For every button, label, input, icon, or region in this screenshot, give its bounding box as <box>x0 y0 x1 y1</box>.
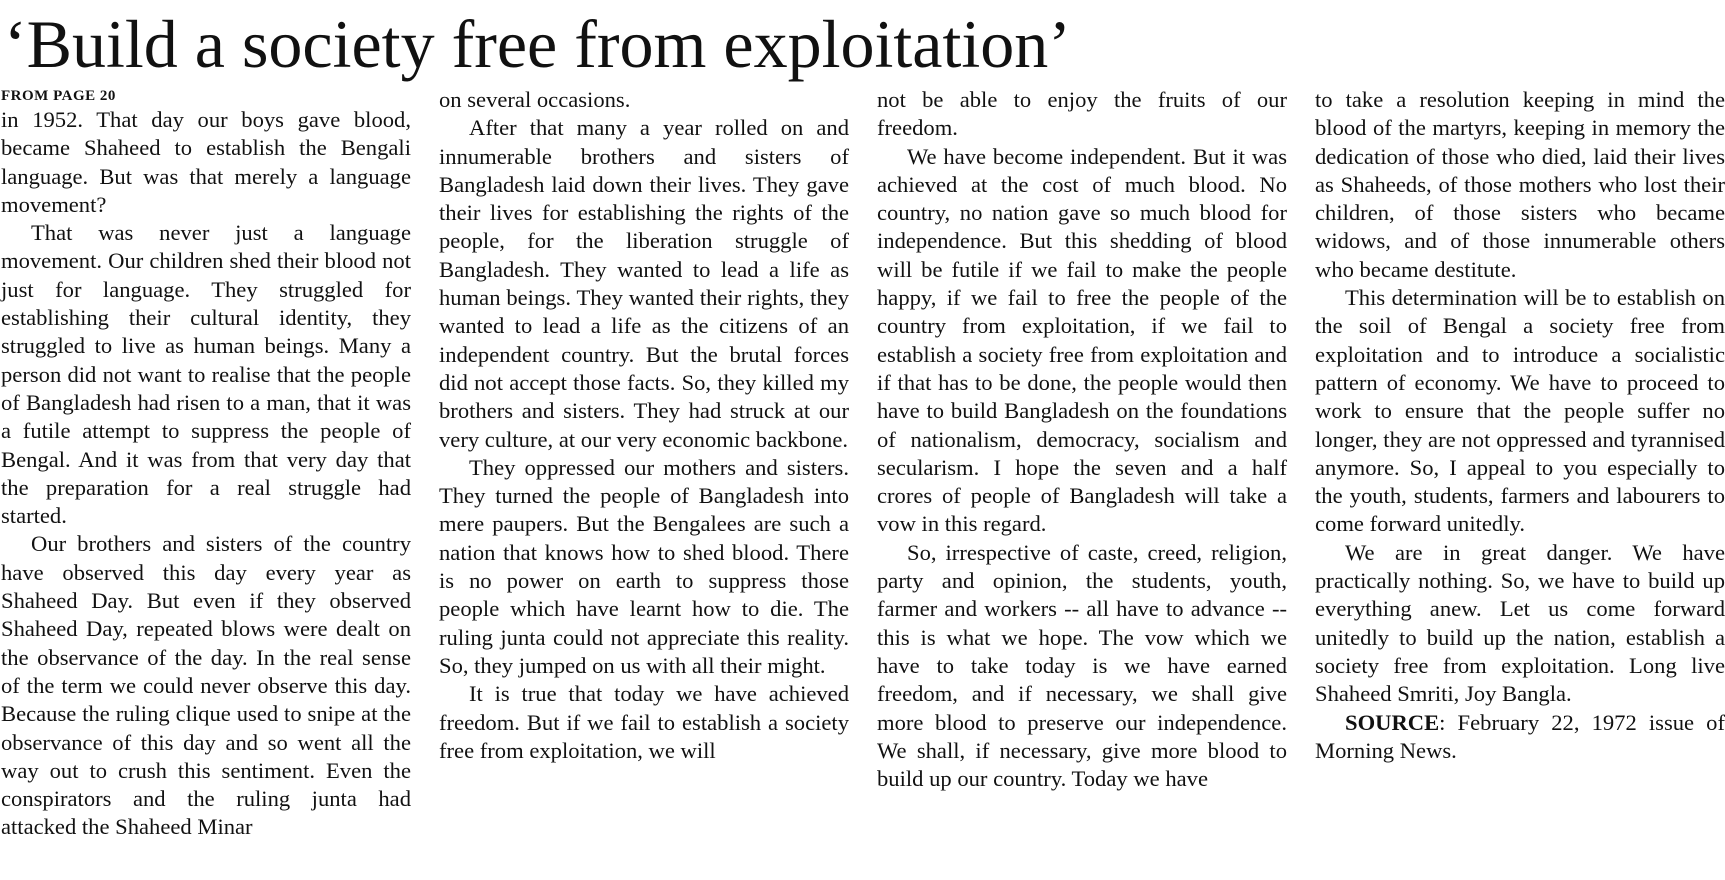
paragraph: After that many a year rolled on and innumerable brothers and sisters of Bangladesh laid down their lives. They gave their lives for establishing the rights of the people, for the liberation struggle of Bangladesh. They wanted to lead a life as human beings. They wanted their rights, they wanted to lead a life as the citizens of an independent country. But the brutal forces did not accept those facts. So, they killed my brothers and sisters. They had struck at our very culture, at our very economic backbone. <box>439 115 849 452</box>
paragraph: in 1952. That day our boys gave blood, became Shaheed to establish the Bengali language. But was that merely a language movement? <box>1 107 411 217</box>
paragraph: So, irrespective of caste, creed, religion, party and opinion, the students, youth, farmer and workers -- all have to advance -- this is what we hope. The vow which we have to take today is we have earned freedom, and if necessary, we shall give more blood to preserve our independence. We shall, if necessary, give more blood to build up our country. Today we have <box>877 539 1287 792</box>
source-label: SOURCE <box>1345 709 1440 735</box>
paragraph: This determination will be to establish on the soil of Bengal a society free from exploitation and to introduce a socialistic pattern of economy. We have to proceed to work to ensure that the people suffer no longer, they are not oppressed and tyrannised anymore. So, I appeal to you especially to the youth, students, farmers and labourers to come forward unitedly. <box>1315 285 1725 537</box>
paragraph: We have become independent. But it was achieved at the cost of much blood. No country, no nation gave so much blood for independence. But this shedding of blood will be futile if we fail to make the people happy, if we fail to free the people of the country from exploitation, if we fail to establish a society free from exploitation and if that has to be done, the people would then have to build Bangladesh on the foundations of nationalism, democracy, socialism and secularism. I hope the seven and a half crores of people of Bangladesh will take a vow in this regard. <box>877 143 1287 537</box>
jump-line: FROM PAGE 20 <box>1 88 116 104</box>
paragraph: on several occasions. <box>439 87 631 112</box>
paragraph: They oppressed our mothers and sisters. They turned the people of Bangladesh into mere paupers. But the Bengalees are such a nation that knows how to shed blood. There is no power on earth to suppress those people which have learnt how to die. The ruling junta could not appreciate this reality. So, they jumped on us with all their might. <box>439 454 849 678</box>
paragraph: That was never just a language movement. Our children shed their blood not just for language. They struggled for establishing their cultural identity, they struggled to live as human beings. Many a person did not want to realise that the people of Bangladesh had risen to a man, that it was a futile attempt to suppress the people of Bengal. And it was from that very day that the preparation for a real struggle had started. <box>1 220 411 529</box>
paragraph: not be able to enjoy the fruits of our freedom. <box>877 87 1287 141</box>
article-column-4 <box>1315 86 1725 765</box>
paragraph: to take a resolution keeping in mind the blood of the martyrs, keeping in memory the dedication of those who died, laid their lives as Shaheeds, of those mothers who lost their children, of those sisters who became widows, and of those innumerable others who became destitute. <box>1315 87 1725 282</box>
source-note <box>1315 709 1725 766</box>
paragraph: It is true that today we have achieved freedom. But if we fail to establish a society free from exploitation, we will <box>439 681 849 763</box>
article-column-3 <box>877 86 1287 793</box>
article-column-1 <box>1 86 411 842</box>
article-column-2 <box>439 86 849 765</box>
paragraph: Our brothers and sisters of the country have observed this day every year as Shaheed Day. But even if they observed Shaheed Day, repeated blows were dealt on the observance of the day. In the real sense of the term we could never observe this day. Because the ruling clique used to snipe at the observance of this day and so went all the way out to crush this sentiment. Even the conspirators and the ruling junta had attacked the Shaheed Minar <box>1 531 411 840</box>
article-headline: ‘Build a society free from exploitation’ <box>4 6 1071 82</box>
source-text: : February 22, 1972 issue of Morning News. <box>1315 709 1725 763</box>
paragraph: We are in great danger. We have practically nothing. So, we have to build up everything anew. Let us come forward unitedly to build up the nation, establish a society free from exploitation. Long live Shaheed Smriti, Joy Bangla. <box>1315 539 1725 707</box>
